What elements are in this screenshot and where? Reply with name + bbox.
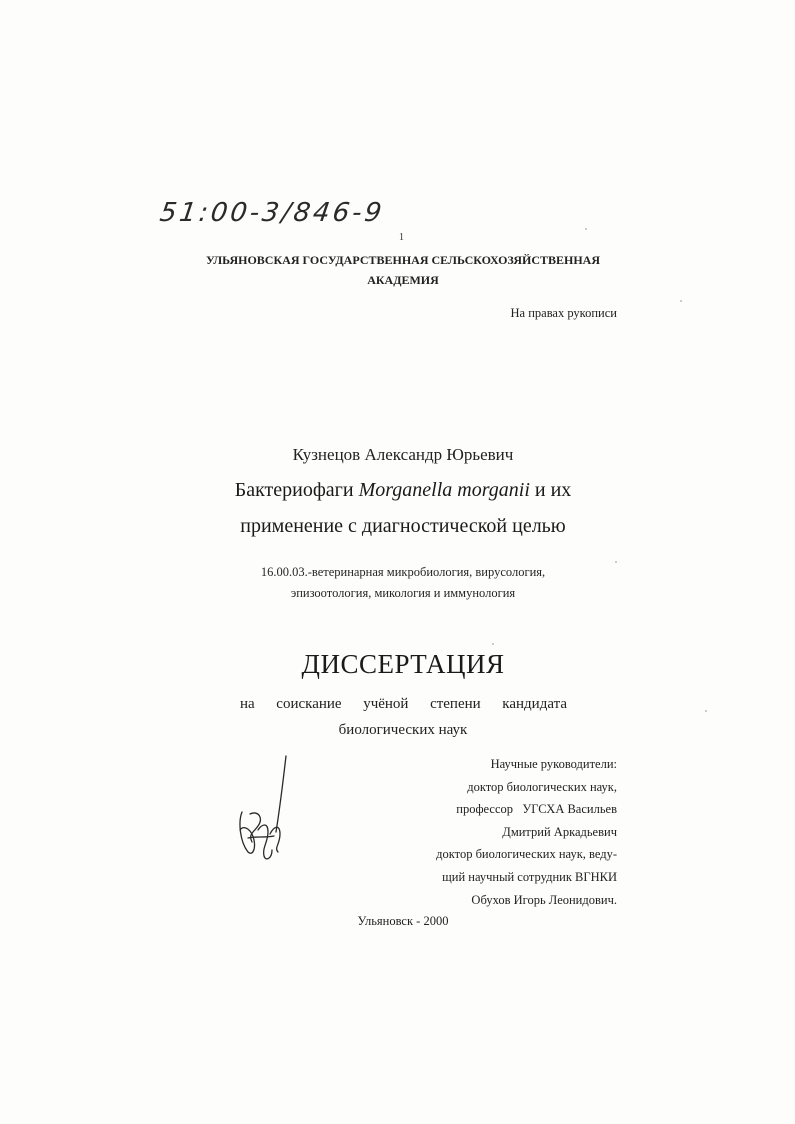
manuscript-rights-note: На правах рукописи xyxy=(510,306,617,320)
title-line-2: применение с диагностической целью xyxy=(240,515,566,537)
author-name: Кузнецов Александр Юрьевич xyxy=(292,445,514,464)
handwritten-signature xyxy=(228,752,298,867)
institution-line-1: УЛЬЯНОВСКАЯ ГОСУДАРСТВЕННАЯ СЕЛЬСКОХОЗЯЙСТВЕННАЯ xyxy=(206,253,600,267)
supervisors-line: профессор УГСХА Васильев xyxy=(456,802,617,817)
title-part-1: Бактериофаги xyxy=(234,479,359,501)
title-part-2: и их xyxy=(529,479,572,501)
degree-line-1 xyxy=(240,696,567,713)
document-type-heading: ДИССЕРТАЦИЯ xyxy=(301,649,505,679)
title-line-1 xyxy=(150,472,656,508)
supervisors-line: доктор биологических наук, веду- xyxy=(436,847,617,862)
archive-code-handwritten: 51:00-3/846-9 xyxy=(157,198,387,228)
title-species-name: Morganella morganii xyxy=(358,479,530,501)
supervisors-line: Обухов Игорь Леонидович. xyxy=(471,892,617,907)
scan-speck xyxy=(705,710,707,712)
scan-speck xyxy=(680,300,682,302)
page-number: 1 xyxy=(399,232,404,243)
scan-speck xyxy=(585,228,587,230)
specialty-line-2: эпизоотология, микология и иммунология xyxy=(290,586,516,600)
degree-word: учёной xyxy=(363,696,409,712)
specialty-line-1: 16.00.03.-ветеринарная микробиология, вирусология, xyxy=(260,565,546,579)
supervisors-block xyxy=(436,753,617,911)
degree-word: на xyxy=(240,696,255,712)
degree-word: степени xyxy=(430,696,481,712)
institution-name xyxy=(150,250,656,290)
scan-speck xyxy=(615,561,617,563)
supervisors-line: доктор биологических наук, xyxy=(467,779,617,794)
degree-word: соискание xyxy=(276,696,342,712)
scan-speck xyxy=(492,643,494,645)
supervisors-line: Дмитрий Аркадьевич xyxy=(502,824,617,839)
degree-word: кандидата xyxy=(502,696,567,712)
institution-line-2: АКАДЕМИЯ xyxy=(367,273,439,287)
degree-line-2: биологических наук xyxy=(338,722,468,738)
supervisors-line: щий научный сотрудник ВГНКИ xyxy=(442,869,617,884)
dissertation-title xyxy=(150,472,656,544)
specialty-code xyxy=(150,562,656,604)
place-and-year: Ульяновск - 2000 xyxy=(357,914,449,928)
supervisors-line: Научные руководители: xyxy=(490,757,617,771)
